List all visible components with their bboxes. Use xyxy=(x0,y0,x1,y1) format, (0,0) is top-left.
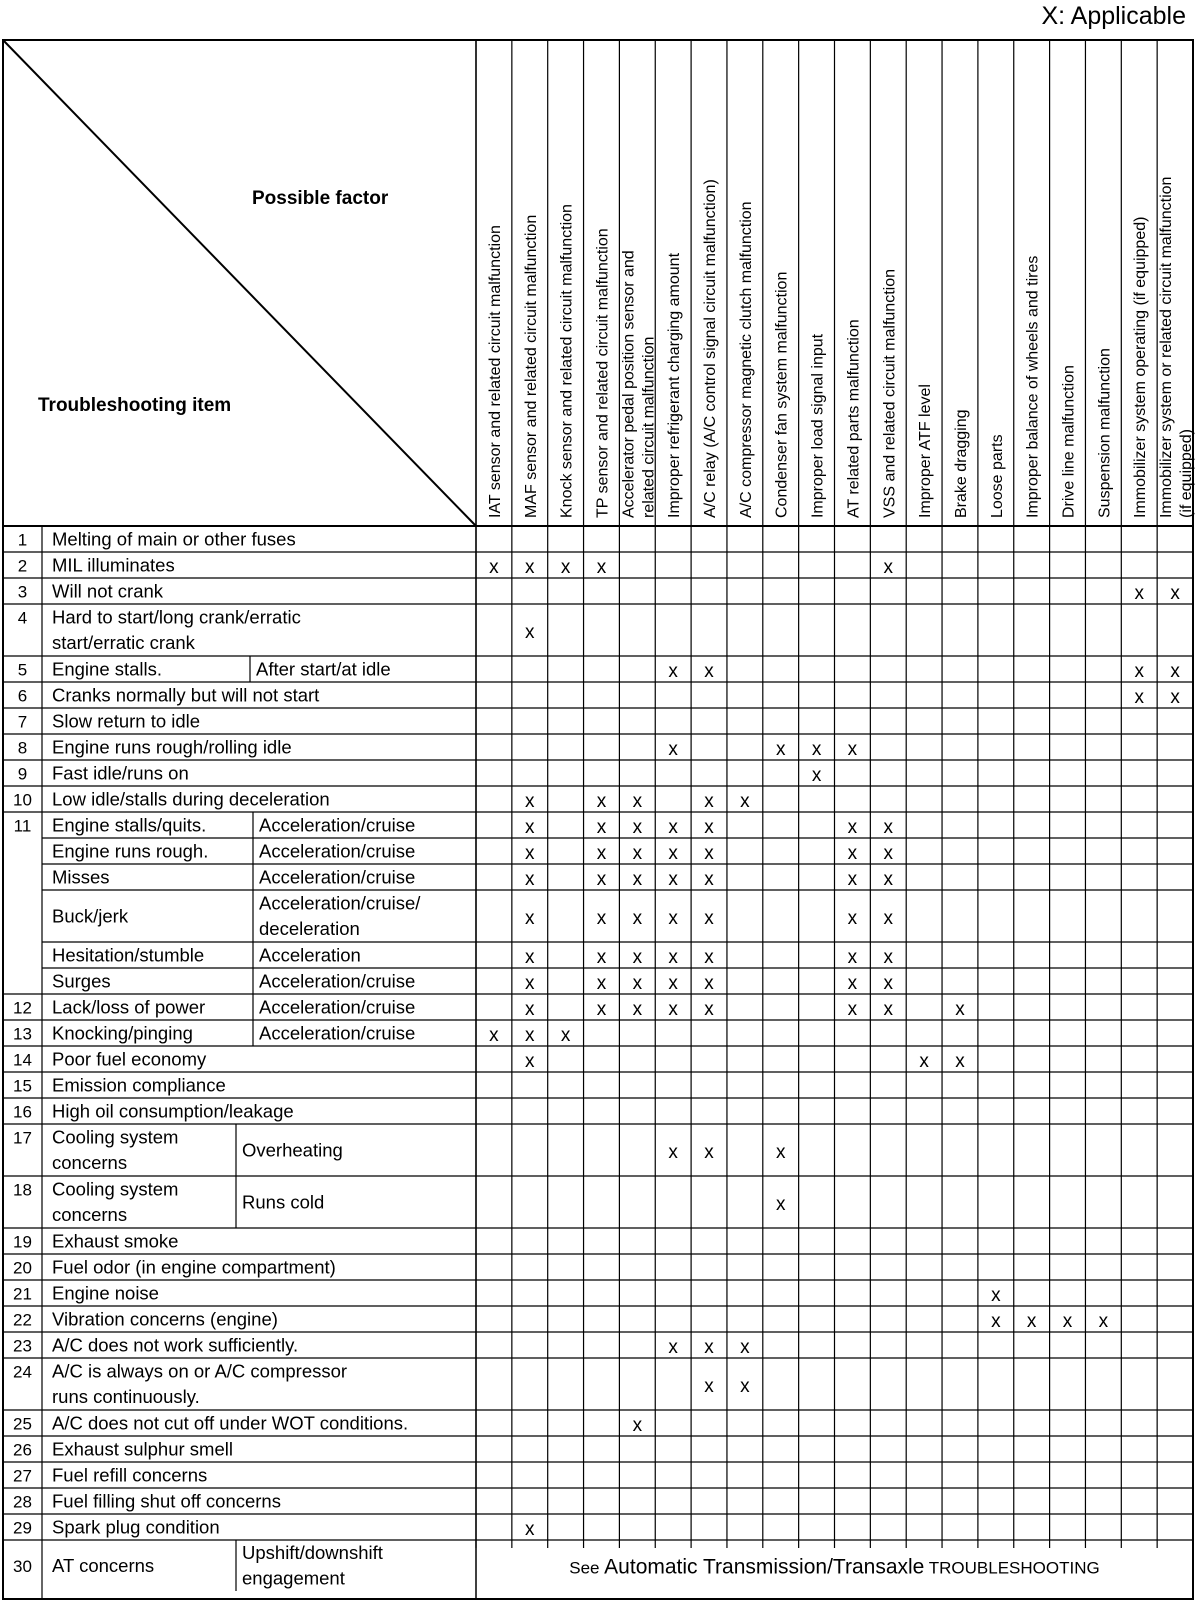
applicable-mark: x xyxy=(668,869,678,890)
troubleshooting-item: Slow return to idle xyxy=(52,710,201,732)
troubleshooting-item: Surges xyxy=(52,970,111,992)
applicable-mark: x xyxy=(525,999,535,1020)
applicable-mark: x xyxy=(632,817,643,838)
row-number: 5 xyxy=(17,660,28,680)
applicable-mark: x xyxy=(1134,687,1144,708)
row-number: 28 xyxy=(13,1492,32,1512)
applicable-mark: x xyxy=(955,1051,965,1072)
factor-header-label: A/C relay (A/C control signal circuit malfunction) xyxy=(702,179,720,518)
troubleshooting-item: Engine stalls/quits. xyxy=(52,814,207,836)
troubleshooting-item: Engine runs rough. xyxy=(52,840,209,862)
applicable-mark: x xyxy=(704,1337,714,1358)
applicable-mark: x xyxy=(560,557,571,578)
troubleshooting-item: Cooling system xyxy=(52,1126,179,1148)
applicable-mark: x xyxy=(596,791,607,812)
troubleshooting-item: Buck/jerk xyxy=(52,905,129,927)
applicable-mark: x xyxy=(704,791,714,812)
applicable-mark: x xyxy=(525,1051,535,1072)
condition-label: Acceleration/cruise xyxy=(259,1022,416,1044)
condition-label: Upshift/downshift xyxy=(242,1542,383,1563)
applicable-mark: x xyxy=(847,908,858,929)
condition-label: Acceleration/cruise xyxy=(259,814,416,836)
row-number: 11 xyxy=(13,816,32,836)
applicable-mark: x xyxy=(596,973,607,994)
applicable-mark: x xyxy=(1134,583,1144,604)
row-number: 19 xyxy=(13,1232,32,1252)
applicable-mark: x xyxy=(704,843,714,864)
applicable-mark: x xyxy=(596,557,607,578)
troubleshooting-item: Exhaust sulphur smell xyxy=(52,1438,233,1460)
applicable-mark: x xyxy=(596,817,607,838)
applicable-mark: x xyxy=(704,869,714,890)
applicable-mark: x xyxy=(883,843,894,864)
applicable-mark: x xyxy=(847,999,858,1020)
troubleshooting-item: Fast idle/runs on xyxy=(52,762,189,784)
applicable-mark: x xyxy=(668,947,678,968)
row-number: 22 xyxy=(13,1310,32,1330)
applicable-mark: x xyxy=(847,817,858,838)
applicable-mark: x xyxy=(919,1051,929,1072)
troubleshooting-item: A/C does not cut off under WOT conditions. xyxy=(52,1412,409,1434)
factor-header-label: A/C compressor magnetic clutch malfunction xyxy=(737,201,755,518)
row-number: 3 xyxy=(17,582,28,602)
factor-header-label: TP sensor and related circuit malfunction xyxy=(594,228,612,518)
row-number: 13 xyxy=(13,1024,32,1044)
applicable-mark: x xyxy=(596,999,607,1020)
applicable-mark: x xyxy=(525,1025,535,1046)
note-part: Automatic Transmission/Transaxle xyxy=(599,1555,925,1579)
factor-header-label: Improper load signal input xyxy=(809,333,827,518)
applicable-mark: x xyxy=(847,973,858,994)
troubleshooting-item: Misses xyxy=(52,866,110,888)
applicable-mark: x xyxy=(668,973,678,994)
applicable-mark: x xyxy=(668,999,678,1020)
applicable-mark: x xyxy=(525,622,535,643)
applicable-mark: x xyxy=(668,1337,678,1358)
applicable-mark: x xyxy=(811,739,822,760)
row-number: 23 xyxy=(13,1336,32,1356)
applicable-mark: x xyxy=(704,973,714,994)
factor-header-label: Immobilizer system or related circuit malfunction xyxy=(1158,176,1176,518)
factor-header-label: Condenser fan system malfunction xyxy=(773,271,791,518)
applicable-mark: x xyxy=(740,791,750,812)
row-number: 29 xyxy=(13,1518,32,1538)
applicable-mark: x xyxy=(525,908,535,929)
applicable-mark: x xyxy=(668,661,678,682)
row-number: 30 xyxy=(13,1556,32,1576)
condition-label: Runs cold xyxy=(242,1191,325,1213)
row-number: 20 xyxy=(13,1258,32,1278)
row-number: 16 xyxy=(13,1102,32,1122)
troubleshooting-item: concerns xyxy=(52,1152,128,1173)
applicable-mark: x xyxy=(740,1337,750,1358)
factor-header-label: Improper ATF level xyxy=(917,384,935,518)
condition-label: Acceleration/cruise/ xyxy=(259,892,421,914)
troubleshooting-item: Engine noise xyxy=(52,1282,159,1304)
troubleshooting-item: Poor fuel economy xyxy=(52,1048,207,1070)
troubleshooting-item: Low idle/stalls during deceleration xyxy=(52,788,330,810)
troubleshooting-item: Fuel refill concerns xyxy=(52,1464,208,1486)
applicable-mark: x xyxy=(596,908,607,929)
applicable-mark: x xyxy=(596,869,607,890)
applicable-mark: x xyxy=(1170,583,1180,604)
applicable-mark: x xyxy=(632,973,643,994)
factor-header-label: related circuit malfunction xyxy=(640,336,658,518)
row-number: 15 xyxy=(13,1076,32,1096)
applicable-mark: x xyxy=(704,999,714,1020)
applicable-mark: x xyxy=(596,947,607,968)
factor-header-label: Drive line malfunction xyxy=(1060,365,1078,518)
applicable-mark: x xyxy=(525,869,535,890)
applicable-mark: x xyxy=(740,1376,750,1397)
row-number: 26 xyxy=(13,1440,32,1460)
row-number: 18 xyxy=(13,1180,32,1200)
applicable-mark: x xyxy=(1098,1311,1109,1332)
troubleshooting-item: Engine stalls. xyxy=(52,658,163,680)
row-number: 27 xyxy=(13,1466,32,1486)
applicable-mark: x xyxy=(775,739,786,760)
applicable-mark: x xyxy=(704,817,714,838)
row-number: 10 xyxy=(13,790,32,810)
applicable-mark: x xyxy=(632,791,643,812)
applicable-mark: x xyxy=(883,557,894,578)
row-number: 12 xyxy=(13,998,32,1018)
troubleshooting-item: Fuel odor (in engine compartment) xyxy=(52,1256,336,1278)
row-number: 25 xyxy=(13,1414,32,1434)
troubleshooting-item: Lack/loss of power xyxy=(52,996,206,1018)
applicable-mark: x xyxy=(1062,1311,1073,1332)
applicable-mark: x xyxy=(668,908,678,929)
applicable-mark: x xyxy=(883,908,894,929)
applicable-mark: x xyxy=(883,973,894,994)
troubleshooting-item: High oil consumption/leakage xyxy=(52,1100,294,1122)
applicable-mark: x xyxy=(632,1415,643,1436)
troubleshooting-item: Exhaust smoke xyxy=(52,1230,179,1252)
row-number: 14 xyxy=(13,1050,32,1070)
row-number: 2 xyxy=(17,556,28,576)
applicable-mark: x xyxy=(1134,661,1144,682)
troubleshooting-item: start/erratic crank xyxy=(52,632,195,653)
row-number: 17 xyxy=(13,1128,32,1148)
troubleshooting-item: Emission compliance xyxy=(52,1074,226,1096)
condition-label: Acceleration/cruise xyxy=(259,866,416,888)
troubleshooting-item-label: Troubleshooting item xyxy=(38,395,232,416)
factor-header-label: Immobilizer system operating (if equipped) xyxy=(1132,216,1150,518)
factor-header-label: IAT sensor and related circuit malfunction xyxy=(486,225,504,518)
applicable-mark: x xyxy=(883,869,894,890)
factor-header-label: Improper balance of wheels and tires xyxy=(1024,255,1042,518)
factor-header-label: Suspension malfunction xyxy=(1096,348,1114,518)
condition-label: Acceleration/cruise xyxy=(259,996,416,1018)
factor-header-label: Brake dragging xyxy=(952,409,970,518)
applicable-mark: x xyxy=(632,947,643,968)
applicable-mark: x xyxy=(525,843,535,864)
troubleshooting-item: Will not crank xyxy=(52,580,164,602)
applicable-mark: x xyxy=(632,999,643,1020)
applicable-mark: x xyxy=(775,1194,786,1215)
applicable-mark: x xyxy=(847,843,858,864)
applicable-mark: x xyxy=(489,1025,499,1046)
applicable-mark: x xyxy=(775,1142,786,1163)
row-number: 21 xyxy=(13,1284,32,1304)
troubleshooting-item: Hard to start/long crank/erratic xyxy=(52,606,301,628)
troubleshooting-item: Cooling system xyxy=(52,1178,179,1200)
troubleshooting-item: Engine runs rough/rolling idle xyxy=(52,736,292,758)
applicable-mark: x xyxy=(632,908,643,929)
troubleshooting-item: Melting of main or other fuses xyxy=(52,528,296,550)
factor-header-label: Knock sensor and related circuit malfunction xyxy=(558,204,576,518)
possible-factor-label: Possible factor xyxy=(252,188,389,209)
applicable-mark: x xyxy=(883,817,894,838)
troubleshooting-item: AT concerns xyxy=(52,1554,155,1576)
applicable-mark: x xyxy=(489,557,499,578)
factor-header-label: AT related parts malfunction xyxy=(845,319,863,518)
troubleshooting-item: Fuel filling shut off concerns xyxy=(52,1490,281,1512)
applicable-mark: x xyxy=(560,1025,571,1046)
row-number: 8 xyxy=(17,738,28,758)
applicable-mark: x xyxy=(991,1311,1001,1332)
applicable-mark: x xyxy=(704,908,714,929)
condition-label: Overheating xyxy=(242,1139,343,1161)
applicable-mark: x xyxy=(525,973,535,994)
applicable-mark: x xyxy=(525,817,535,838)
troubleshooting-item: A/C is always on or A/C compressor xyxy=(52,1360,348,1382)
applicable-mark: x xyxy=(525,947,535,968)
troubleshooting-item: Vibration concerns (engine) xyxy=(52,1308,278,1330)
factor-header-label: MAF sensor and related circuit malfunction xyxy=(522,214,540,518)
applicable-mark: x xyxy=(525,557,535,578)
condition-label: engagement xyxy=(242,1567,345,1589)
applicable-mark: x xyxy=(955,999,965,1020)
condition-label: Acceleration/cruise xyxy=(259,840,416,862)
row-number: 7 xyxy=(17,712,28,732)
applicable-mark: x xyxy=(1026,1311,1037,1332)
applicable-mark: x xyxy=(847,739,858,760)
note-part: TROUBLESHOOTING xyxy=(924,1558,1100,1578)
row-number: 4 xyxy=(17,608,28,628)
applicable-mark: x xyxy=(1170,661,1180,682)
applicable-mark: x xyxy=(704,661,714,682)
see-reference-note xyxy=(569,1556,1099,1579)
condition-label: After start/at idle xyxy=(256,658,391,680)
applicable-mark: x xyxy=(632,869,643,890)
applicable-mark: x xyxy=(883,999,894,1020)
row-number: 9 xyxy=(17,764,28,784)
applicable-mark: x xyxy=(668,1142,678,1163)
troubleshooting-item: concerns xyxy=(52,1204,128,1225)
troubleshooting-item: MIL illuminates xyxy=(52,554,175,576)
row-number: 1 xyxy=(17,530,28,550)
condition-label: Acceleration xyxy=(259,944,361,966)
factor-header-label: Loose parts xyxy=(988,434,1006,518)
troubleshooting-item: runs continuously. xyxy=(52,1386,200,1407)
applicable-mark: x xyxy=(847,947,858,968)
applicable-mark: x xyxy=(704,1376,714,1397)
applicable-mark: x xyxy=(596,843,607,864)
applicable-mark: x xyxy=(525,791,535,812)
troubleshooting-item: A/C does not work sufficiently. xyxy=(52,1334,299,1356)
troubleshooting-item: Spark plug condition xyxy=(52,1516,220,1538)
applicable-mark: x xyxy=(811,765,822,786)
troubleshooting-item: Knocking/pinging xyxy=(52,1022,193,1044)
applicable-mark: x xyxy=(1170,687,1180,708)
row-number: 6 xyxy=(17,686,28,706)
factor-header-label: (if equipped) xyxy=(1178,429,1196,518)
applicable-mark: x xyxy=(525,1519,535,1540)
applicable-mark: x xyxy=(668,739,678,760)
note-part: See xyxy=(569,1558,600,1578)
applicable-mark: x xyxy=(704,1142,714,1163)
factor-header-label: Improper refrigerant charging amount xyxy=(666,252,684,518)
applicable-legend: X: Applicable xyxy=(1041,2,1186,30)
applicable-mark: x xyxy=(668,817,678,838)
troubleshooting-item: Hesitation/stumble xyxy=(52,944,205,966)
condition-label: deceleration xyxy=(259,918,360,939)
row-number: 24 xyxy=(13,1362,32,1382)
condition-label: Acceleration/cruise xyxy=(259,970,416,992)
applicable-mark: x xyxy=(632,843,643,864)
applicable-mark: x xyxy=(704,947,714,968)
factor-header-label: Accelerator pedal position sensor and xyxy=(620,250,638,518)
applicable-mark: x xyxy=(847,869,858,890)
applicable-mark: x xyxy=(991,1285,1001,1306)
factor-header-label: VSS and related circuit malfunction xyxy=(881,268,899,518)
applicable-mark: x xyxy=(883,947,894,968)
header-diagonal-line xyxy=(3,40,476,526)
troubleshooting-item: Cranks normally but will not start xyxy=(52,684,320,706)
applicable-mark: x xyxy=(668,843,678,864)
